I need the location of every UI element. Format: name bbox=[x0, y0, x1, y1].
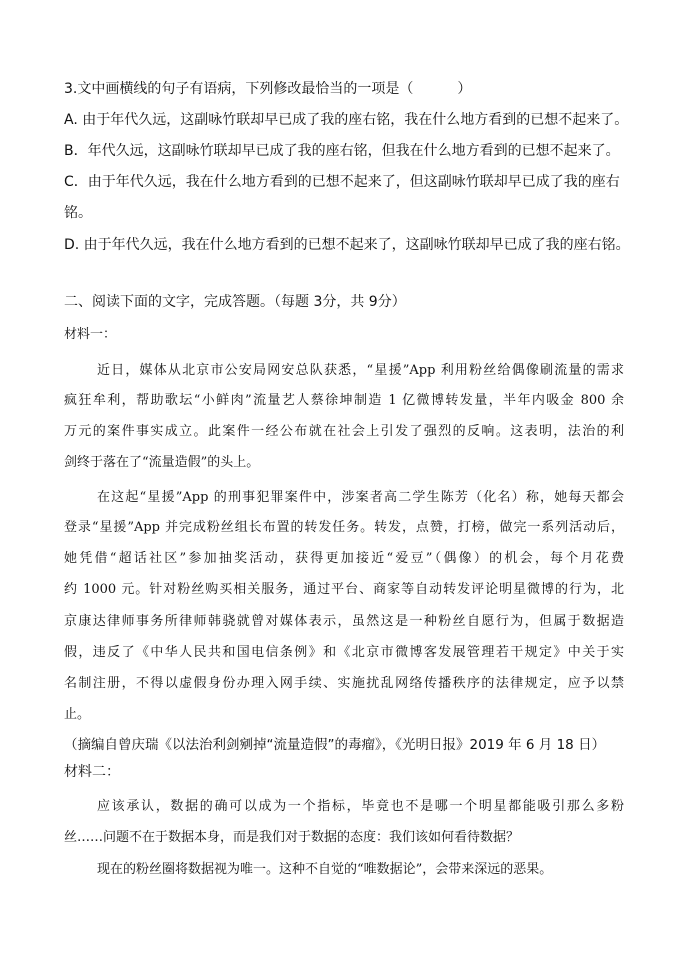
paragraph-2-line-4: 约 1000 元。针对粉丝购买相关服务，通过平台、商家等自动转发评论明星微博的行为，北 bbox=[64, 582, 624, 597]
paragraph-1-line-1: 近日，媒体从北京市公安局网安总队获悉，“星援”App 利用粉丝给偶像刷流量的需求 bbox=[97, 363, 624, 378]
paragraph-2-line-6: 假，违反了《中华人民共和国电信条例》和《北京市微博客发展管理若干规定》中关于实 bbox=[64, 645, 624, 660]
option-c-line-1: C．由于年代久远，我在什么地方看到的已想不起来了，但这副咏竹联却早已成了我的座右 bbox=[64, 174, 620, 190]
option-d: D. 由于年代久远，我在什么地方看到的已想不起来了，这副咏竹联却早已成了我的座右铭。 bbox=[64, 237, 630, 253]
paragraph-2-line-1: 在这起“星援”App 的刑事犯罪案件中，涉案者高二学生陈芳（化名）称，她每天都会 bbox=[97, 490, 624, 505]
paragraph-3-line-2: 丝……问题不在于数据本身，而是我们对于数据的态度：我们该如何看待数据？ bbox=[64, 830, 520, 845]
paragraph-2-line-8: 止。 bbox=[64, 707, 91, 722]
option-c-line-2: 铭。 bbox=[64, 205, 92, 221]
paragraph-2-line-3: 她凭借“超话社区”参加抽奖活动，获得更加接近“爱豆”（偶像）的机会，每个月花费 bbox=[64, 551, 624, 566]
paragraph-4-line-1: 现在的粉丝圈将数据视为唯一。这种不自觉的“唯数据论”，会带来深远的恶果。 bbox=[97, 862, 553, 877]
question-3-stem bbox=[64, 80, 471, 98]
question-3-stem-close: ） bbox=[457, 81, 472, 97]
material-2-label: 材料二： bbox=[64, 764, 120, 780]
material-1-label: 材料一： bbox=[64, 327, 117, 342]
paragraph-1-line-4: 剑终于落在了“流量造假”的头上。 bbox=[64, 455, 260, 470]
option-b: B．年代久远，这副咏竹联却早已成了我的座右铭，但我在什么地方看到的已想不起来了。 bbox=[64, 143, 620, 159]
paragraph-2-line-5: 京康达律师事务所律师韩骁就曾对媒体表示，虽然这是一种粉丝自愿行为，但属于数据造 bbox=[64, 614, 624, 629]
question-3-stem-text: 3.文中画横线的句子有语病，下列修改最恰当的一项是（ bbox=[64, 81, 414, 97]
paragraph-2-line-7: 名制注册，不得以虚假身份办理入网手续、实施扰乱网络传播秩序的法律规定，应予以禁 bbox=[64, 676, 624, 691]
section-2-heading: 二、阅读下面的文字，完成答题。（每题 3分，共 9分） bbox=[64, 294, 406, 310]
material-1-source: （摘编自曾庆瑞《以法治利剑剜掉“流量造假”的毒瘤》，《光明日报》2019 年 6 月 18 日） bbox=[64, 737, 606, 753]
paragraph-3-line-1: 应该承认，数据的确可以成为一个指标，毕竟也不是哪一个明星都能吸引那么多粉 bbox=[97, 799, 624, 814]
paragraph-1-line-2: 疯狂牟利，帮助歌坛“小鲜肉”流量艺人蔡徐坤制造 1 亿微博转发量，半年内吸金 800 余 bbox=[64, 393, 624, 408]
paragraph-1-line-3: 万元的案件事实成立。此案件一经公布就在社会上引发了强烈的反响。这表明，法治的利 bbox=[64, 424, 624, 439]
paragraph-2-line-2: 登录“星援”App 并完成粉丝组长布置的转发任务。转发，点赞，打榜，做完一系列活动后， bbox=[64, 520, 624, 535]
option-a: A. 由于年代久远，这副咏竹联却早已成了我的座右铭，我在什么地方看到的已想不起来了。 bbox=[64, 112, 629, 128]
